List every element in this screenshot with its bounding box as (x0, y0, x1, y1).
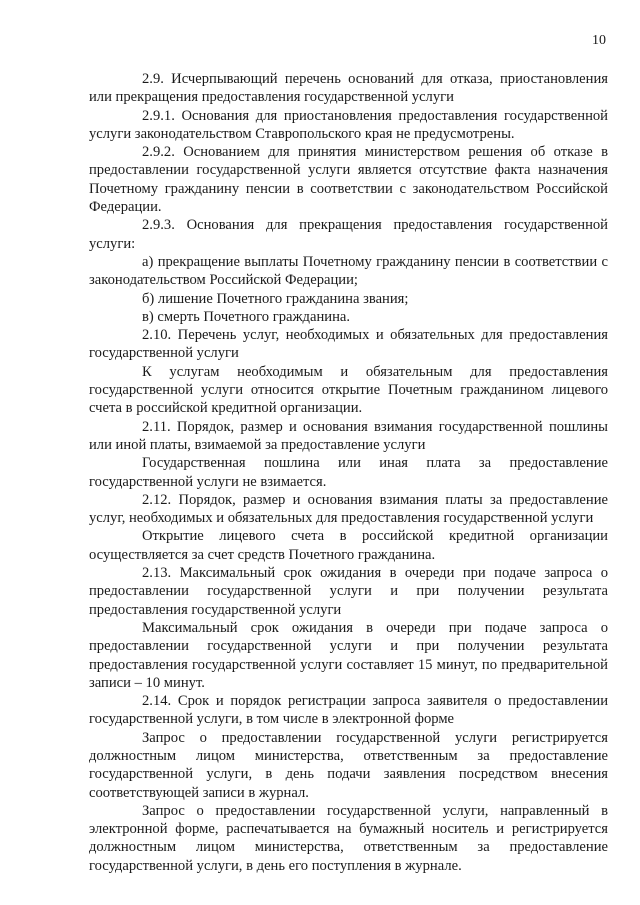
paragraph-2-13-heading: 2.13. Максимальный срок ожидания в очереди при подаче запроса о предоставлении государственной услуги и при получении результата предоставления государственной услуги (89, 565, 608, 618)
paragraph-2-14-heading: 2.14. Срок и порядок регистрации запроса заявителя о предоставлении государственной услуги, в том числе в электронной форме (89, 693, 608, 728)
paragraph-2-14-text-1: Запрос о предоставлении государственной услуги регистрируется должностным лицом министерства, ответственным за предоставление государственной услуги, в день подачи заявления посредством внесения соответствующей записи в журнал. (89, 729, 608, 801)
paragraph-2-11-text: Государственная пошлина или иная плата за предоставление государственной услуги не взимается. (89, 455, 608, 490)
paragraph-2-11-heading: 2.11. Порядок, размер и основания взимания государственной пошлины или иной платы, взимаемой за предоставление услуги (89, 418, 608, 453)
paragraph-2-9-2: 2.9.2. Основанием для принятия министерством решения об отказе в предоставлении государственной услуги является отсутствие факта назначения Почетному гражданину пенсии в соответствии с законодательством Российской Федерации. (89, 144, 608, 216)
list-item-v: в) смерть Почетного гражданина. (142, 308, 351, 325)
paragraph-2-13-text: Максимальный срок ожидания в очереди при подаче запроса о предоставлении государственной услуги и при получении результата предоставления государственной услуги составляет 15 минут, по предварительной записи – 10 минут. (89, 619, 608, 691)
list-item-a: а) прекращение выплаты Почетному гражданину пенсии в соответствии с законодательством Российской Федерации; (89, 253, 608, 289)
list-item-b: б) лишение Почетного гражданина звания; (142, 290, 409, 307)
page-number: 10 (592, 33, 606, 48)
document-body (89, 70, 608, 875)
paragraph-2-12-heading: 2.12. Порядок, размер и основания взимания платы за предоставление услуг, необходимых и обязательных для предоставления государственной услуги (89, 491, 608, 527)
paragraph-2-9-1: 2.9.1. Основания для приостановления предоставления государственной услуги законодательством Ставропольского края не предусмотрены. (89, 107, 608, 142)
paragraph-2-10-text: К услугам необходимым и обязательным для предоставления государственной услуги относится открытие Почетным гражданином лицевого счета в российской кредитной организации. (89, 363, 608, 417)
paragraph-2-10-heading: 2.10. Перечень услуг, необходимых и обязательных для предоставления государственной услуги (89, 327, 608, 362)
paragraph-2-12-text: Открытие лицевого счета в российской кредитной организации осуществляется за счет средств Почетного гражданина. (89, 528, 608, 563)
paragraph-2-9-heading: 2.9. Исчерпывающий перечень оснований для отказа, приостановления или прекращения предоставления государственной услуги (89, 71, 608, 106)
paragraph-2-14-text-2: Запрос о предоставлении государственной услуги, направленный в электронной форме, распечатывается на бумажный носитель и регистрируется должностным лицом министерства, ответственным за предоставление государственной услуги, в день его поступления в журнале. (89, 802, 608, 874)
paragraph-2-9-3: 2.9.3. Основания для прекращения предоставления государственной услуги: (89, 217, 608, 252)
